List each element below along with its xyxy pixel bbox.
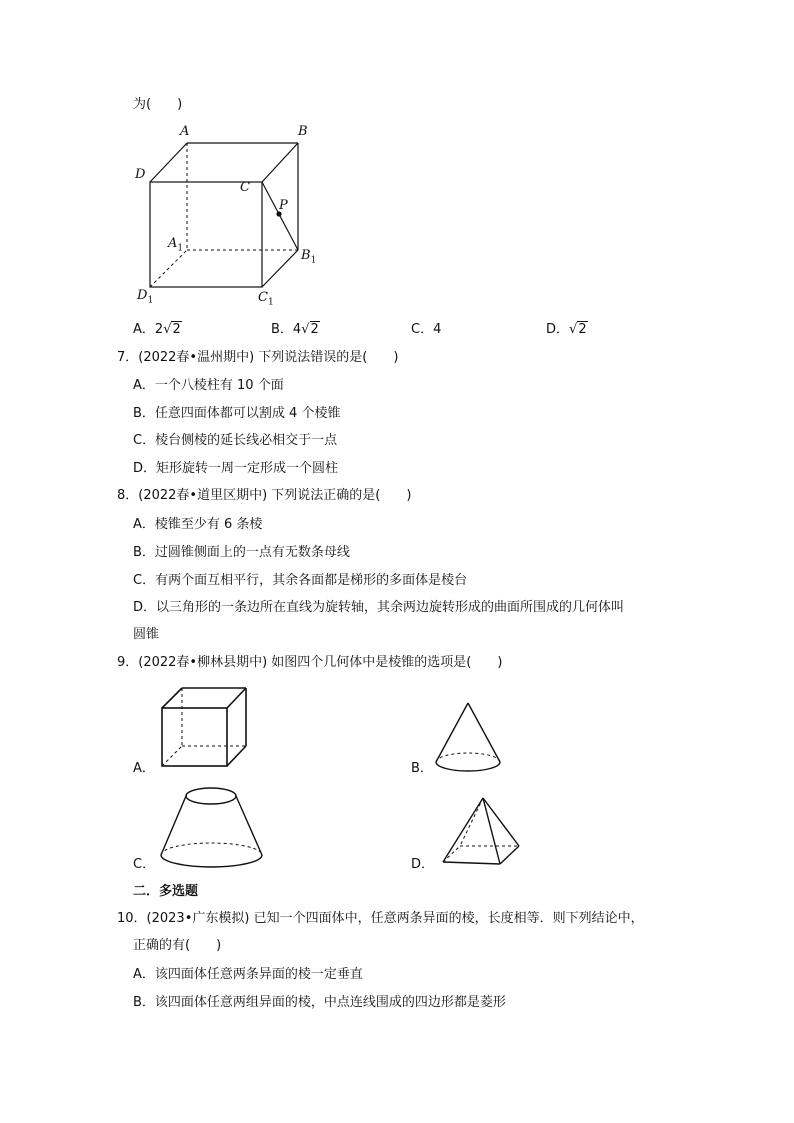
label-b1: $B_1$ bbox=[301, 248, 317, 266]
label-c: C bbox=[240, 180, 250, 195]
label-b: B bbox=[298, 124, 308, 139]
q6-option-c[interactable]: C．4 bbox=[411, 322, 442, 337]
frustum-figure bbox=[161, 788, 262, 867]
q8-option-b[interactable]: B．过圆锥侧面上的一点有无数条母线 bbox=[133, 545, 350, 560]
pyramid-figure bbox=[443, 798, 519, 864]
label-p: P bbox=[279, 198, 288, 213]
label-d: D bbox=[135, 167, 146, 182]
question-9-stem: 9．(2022春•柳林县期中) 如图四个几何体中是棱锥的选项是( ) bbox=[117, 655, 503, 670]
question-6-tail: 为( ) bbox=[133, 97, 183, 112]
sqrt-symbol: √2 bbox=[569, 322, 587, 337]
cube-solid-figure bbox=[162, 688, 246, 766]
q6-option-b[interactable]: B．4√2 bbox=[271, 322, 319, 337]
q6-option-d[interactable]: D．√2 bbox=[546, 322, 587, 337]
cone-figure bbox=[436, 703, 500, 771]
label-d1: $D_1$ bbox=[137, 288, 154, 306]
q8-option-c[interactable]: C．有两个面互相平行，其余各面都是梯形的多面体是棱台 bbox=[133, 573, 468, 588]
sqrt-symbol: √2 bbox=[301, 322, 319, 337]
q7-option-c[interactable]: C．棱台侧棱的延长线必相交于一点 bbox=[133, 433, 338, 448]
q9-option-a[interactable]: A． bbox=[133, 761, 155, 776]
question-8-stem: 8．(2022春•道里区期中) 下列说法正确的是( ) bbox=[117, 488, 412, 503]
question-10-stem-line2: 正确的有( ) bbox=[133, 938, 222, 953]
sqrt-symbol: √2 bbox=[163, 322, 181, 337]
label-c1: $C_1$ bbox=[258, 290, 274, 308]
section-title: 二．多选题 bbox=[133, 884, 199, 899]
q7-option-d[interactable]: D．矩形旋转一周一定形成一个圆柱 bbox=[133, 461, 339, 476]
q8-option-a[interactable]: A．棱锥至少有 6 条棱 bbox=[133, 517, 263, 532]
q8-option-d[interactable]: D．以三角形的一条边所在直线为旋转轴，其余两边旋转形成的曲面所围成的几何体叫 bbox=[133, 600, 625, 615]
q8-option-d-continued: 圆锥 bbox=[133, 627, 160, 642]
label-a1: $A_1$ bbox=[168, 236, 184, 254]
q9-option-b[interactable]: B． bbox=[411, 761, 433, 776]
q7-option-a[interactable]: A．一个八棱柱有 10 个面 bbox=[133, 378, 284, 393]
q9-option-d[interactable]: D． bbox=[411, 857, 435, 872]
question-10-stem-line1: 10．(2023•广东模拟) 已知一个四面体中，任意两条异面的棱，长度相等．则下列结论中， bbox=[117, 911, 644, 926]
q10-option-a[interactable]: A．该四面体任意两条异面的棱一定垂直 bbox=[133, 967, 363, 982]
question-7-stem: 7．(2022春•温州期中) 下列说法错误的是( ) bbox=[117, 350, 399, 365]
q6-option-a[interactable]: A．2√2 bbox=[133, 322, 181, 337]
label-a: A bbox=[180, 124, 190, 139]
q9-option-c[interactable]: C． bbox=[133, 857, 156, 872]
q7-option-b[interactable]: B．任意四面体都可以割成 4 个棱锥 bbox=[133, 406, 341, 421]
q10-option-b[interactable]: B．该四面体任意两组异面的棱，中点连线围成的四边形都是菱形 bbox=[133, 995, 506, 1010]
